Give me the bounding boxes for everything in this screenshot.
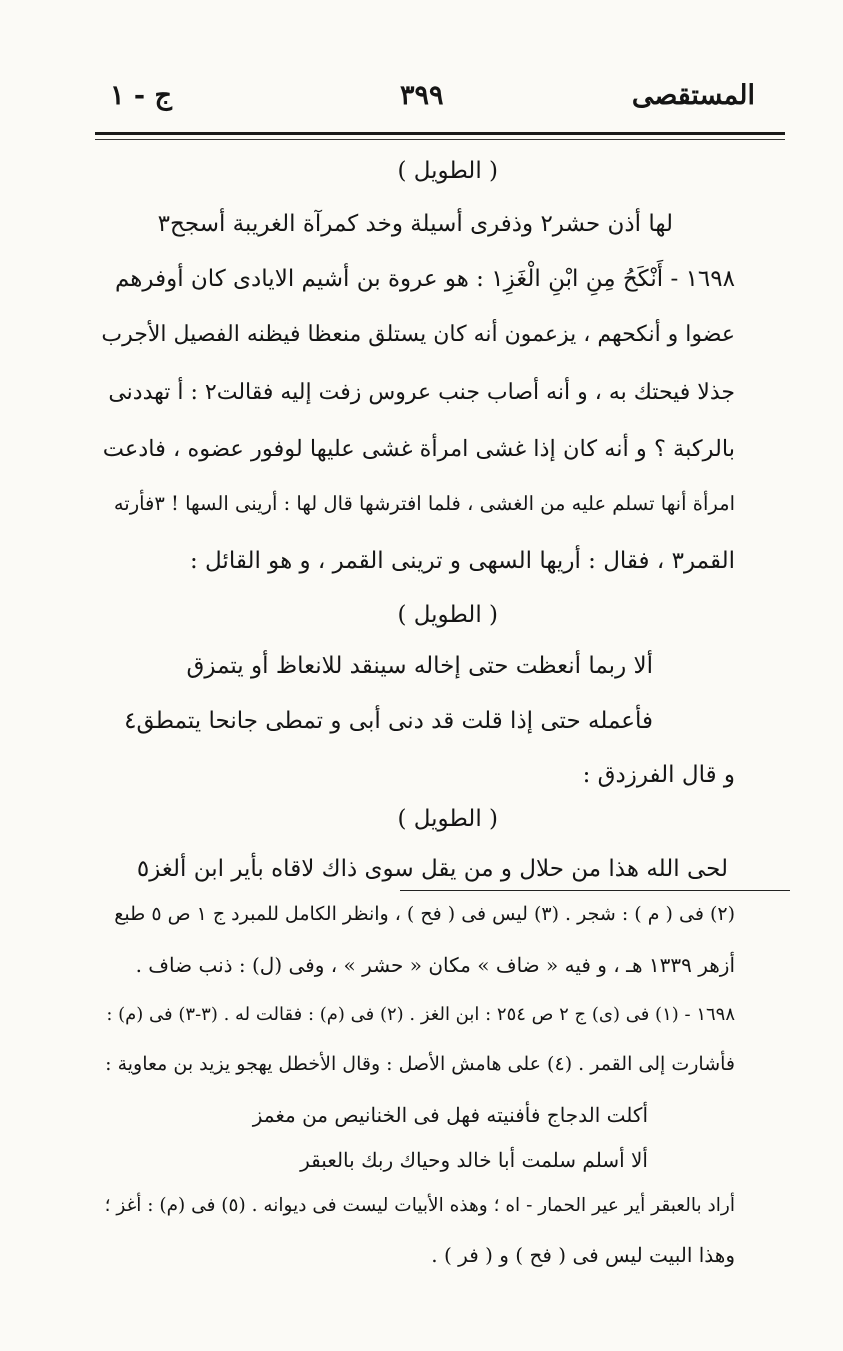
verse-line: ألا ربما أنعظت حتى إخاله سينقد للانعاظ أو يتمزق [186, 653, 653, 679]
meter-label: ( الطويل ) [397, 158, 498, 184]
text-line: القمر٣ ، فقال : أريها السهى و ترينى القمر ، و هو القائل : [189, 548, 735, 574]
text-line: و قال الفرزدق : [582, 762, 735, 788]
header-rule [95, 132, 785, 135]
text-line: عضوا و أنكحهم ، يزعمون أنه كان يستلق منعظا فيظنه الفصيل الأجرب [101, 322, 735, 347]
verse-line: لحى الله هذا من حلال و من يقل سوى ذاك لاقاه بأير ابن ألغز٥ [136, 856, 728, 882]
footnote-line: أزهر ١٣٣٩ هـ ، و فيه « ضاف » مكان « حشر » ، وفى (ل) : ذنب ضاف . [135, 953, 735, 977]
running-title: المستقصى [631, 80, 755, 111]
footnote-line: (٢) فى ( م ) : شجر . (٣) ليس فى ( فح ) ، وانظر الكامل للمبرد ج ١ ص ٥ طبع [114, 903, 735, 925]
footnote-line: فأشارت إلى القمر . (٤) على هامش الأصل : وقال الأخطل يهجو يزيد بن معاوية : [105, 1053, 735, 1075]
text-line: بالركبة ؟ و أنه كان إذا غشى امرأة غشى عليها لوفور عضوه ، فادعت [102, 436, 735, 462]
header-rule-thin [95, 139, 785, 140]
volume-label: ج - ١ [110, 80, 172, 111]
footnote-line: أراد بالعبقر أير عير الحمار - اه ؛ وهذه الأبيات ليست فى ديوانه . (٥) فى (م) : أغز ؛ [104, 1195, 735, 1216]
page-header [100, 80, 755, 126]
text-line: جذلا فيحتك به ، و أنه أصاب جنب عروس زفت إليه فقالت٢ : أ تهددنى [108, 380, 735, 405]
page-number: ٣٩٩ [400, 80, 444, 111]
footnote-line: وهذا البيت ليس فى ( فح ) و ( فر ) . [431, 1243, 735, 1267]
meter-label: ( الطويل ) [397, 806, 498, 832]
entry-1698-line: ١٦٩٨ - أَنْكَحُ مِنِ ابْنِ الْغَزِ١ : هو عروة بن أشيم الايادى كان أوفرهم [114, 266, 735, 292]
text-line: امرأة أنها تسلم عليه من الغشى ، فلما افترشها قال لها : أرينى السها ! ٣فأرته [113, 492, 735, 515]
footnote-rule [400, 890, 790, 891]
verse-line: لها أذن حشر٢ وذفرى أسيلة وخد كمرآة الغريبة أسجح٣ [157, 211, 673, 237]
footnote-verse: ألا أسلم سلمت أبا خالد وحياك ربك بالعبقر [300, 1148, 648, 1172]
footnote-verse: أكلت الدجاج فأفنيته فهل فى الخنانيص من مغمز [252, 1103, 648, 1127]
meter-label: ( الطويل ) [397, 602, 498, 628]
footnote-line: ١٦٩٨ - (١) فى (ى) ج ٢ ص ٢٥٤ : ابن الغز . (٢) فى (م) : فقالت له . (٣-٣) فى (م) : [106, 1004, 735, 1025]
verse-line: فأعمله حتى إذا قلت قد دنى أبى و تمطى جانحا يتمطق٤ [124, 708, 653, 734]
